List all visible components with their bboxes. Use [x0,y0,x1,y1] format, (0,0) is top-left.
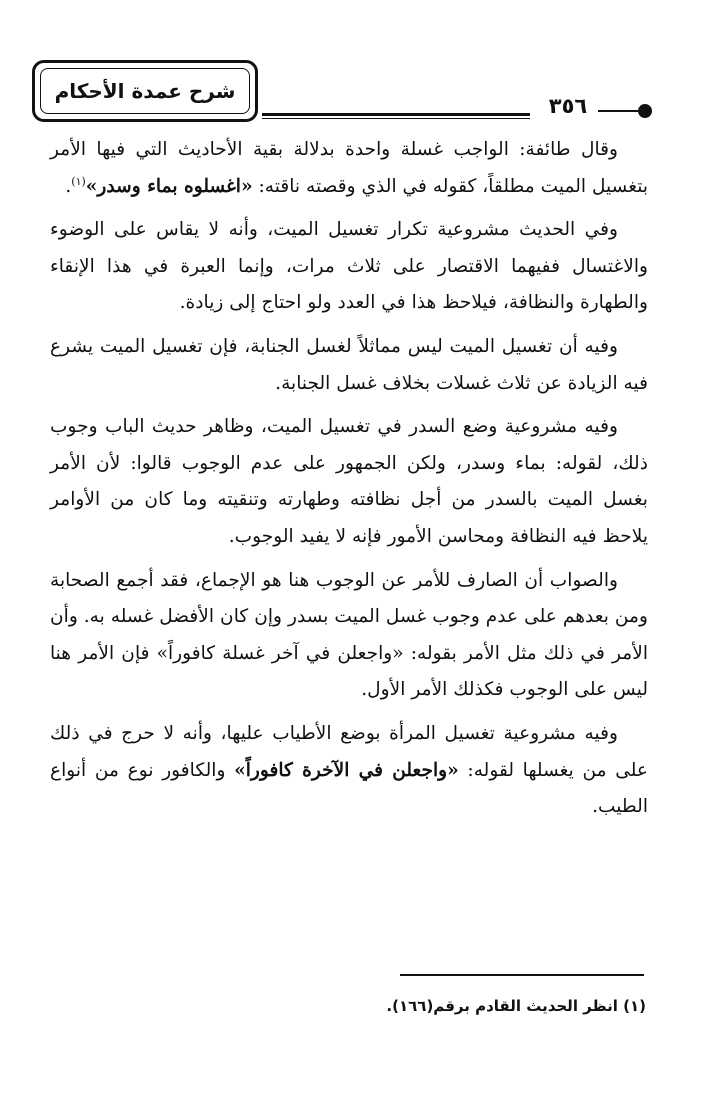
paragraph: وفيه مشروعية وضع السدر في تغسيل الميت، وظاهر حديث الباب وجوب ذلك، لقوله: بماء وسدر، ولكن الجمهور على عدم الوجوب قالوا: لأن الأمر بغسل الميت بالسدر من أجل نظافته وطهارته وتنقيته وما كان من الأوامر يلاحظ فيه النظافة ومحاسن الأمور فإنه لا يفيد الوجوب. [50,416,648,547]
page-number-dot-icon [638,104,652,118]
book-title-inner-frame [40,68,250,114]
paragraph: وفيه مشروعية تغسيل المرأة بوضع الأطياب عليها، وأنه لا حرج في ذلك على من يغسلها لقوله: «واجعلن في الآخرة كافوراً» والكافور نوع من أنواع الطيب. [50,722,649,818]
header-rule-thin [262,118,530,119]
footnote-reference[interactable]: (١) [71,174,86,188]
hadith-quote: «اغسلوه بماء وسدر» [85,175,253,197]
footnote: (١) انظر الحديث القادم برقم(١٦٦). [386,997,646,1015]
page-number: ٣٥٦ [548,94,588,118]
book-title: شرح عمدة الأحكام [54,79,236,103]
book-title-frame [32,60,258,122]
paragraph: وفيه أن تغسيل الميت ليس مماثلاً لغسل الجنابة، فإن تغسيل الميت يشرع فيه الزيادة عن ثلاث غسلات بخلاف غسل الجنابة. [50,335,648,394]
paragraph: والصواب أن الصارف للأمر عن الوجوب هنا هو الإجماع، فقد أجمع الصحابة ومن بعدهم على عدم وجوب غسل الميت بسدر وإن كان الأفضل غسله به. وأن الأمر في ذلك مثل الأمر بقوله: «واجعلن في آخر غسلة كافوراً» فإن الأمر هنا ليس على الوجوب فكذلك الأمر الأول. [50,569,648,701]
hadith-quote: «واجعلن في الآخرة كافوراً» [234,759,459,781]
footnote-separator [400,974,644,976]
header-rule [262,113,530,116]
body-text [50,132,648,833]
paragraph: وقال طائفة: الواجب غسلة واحدة بدلالة بقية الأحاديث التي فيها الأمر بتغسيل الميت مطلقاً، كقوله في الذي وقصته ناقته: «اغسلوه بماء وسدر»$^{(١)}$. [50,139,648,197]
paragraph: وفي الحديث مشروعية تكرار تغسيل الميت، وأنه لا يقاس على الوضوء والاغتسال ففيهما الاقتصار على ثلاث مرات، وإنما العبرة في هذا الإنقاء والطهارة والنظافة، فيلاحظ هذا في العدد ولو احتاج إلى زيادة. [50,219,648,314]
